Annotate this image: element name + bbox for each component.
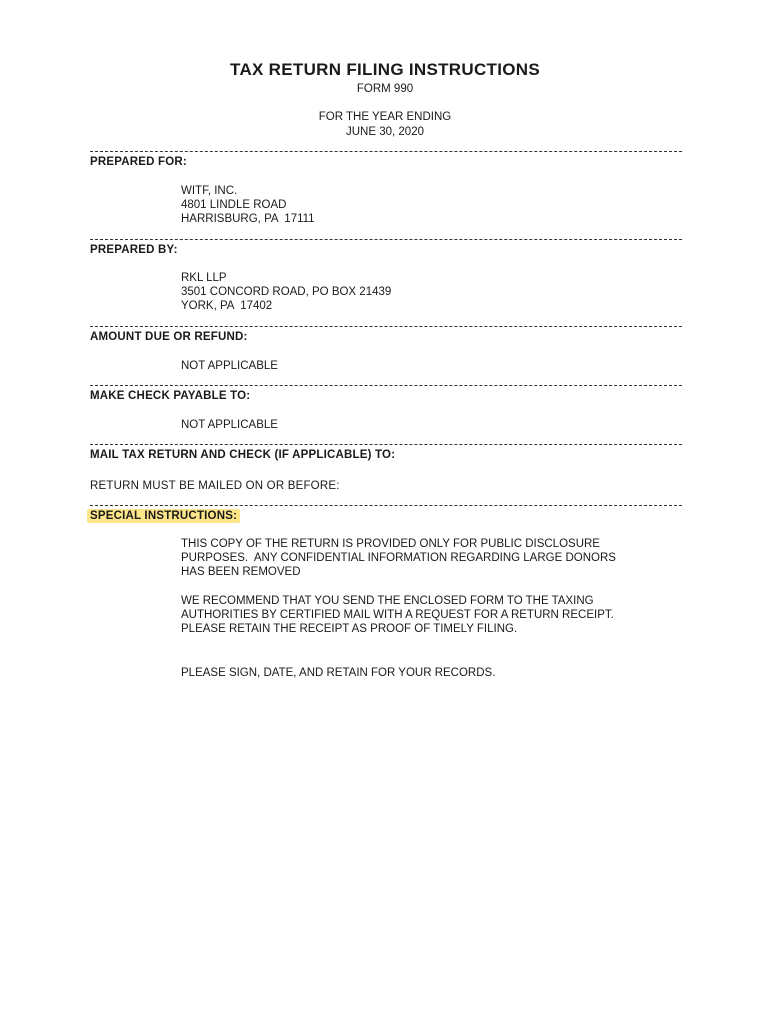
special-instructions-label xyxy=(90,510,240,522)
paragraph-line: WE RECOMMEND THAT YOU SEND THE ENCLOSED FORM TO THE TAXING xyxy=(181,595,594,607)
year-label: FOR THE YEAR ENDING xyxy=(318,111,452,123)
divider xyxy=(90,326,682,327)
divider xyxy=(90,444,682,445)
prepared-by-address xyxy=(181,271,391,313)
paragraph-line: HAS BEEN REMOVED xyxy=(181,566,301,578)
amount-due-label: AMOUNT DUE OR REFUND: xyxy=(90,331,248,343)
payable-to-label: MAKE CHECK PAYABLE TO: xyxy=(90,390,251,402)
prepared-for-line: 4801 LINDLE ROAD xyxy=(181,199,287,211)
prepared-by-line: YORK, PA 17402 xyxy=(181,300,273,312)
special-paragraph-1 xyxy=(181,537,616,579)
mail-to-label: MAIL TAX RETURN AND CHECK (IF APPLICABLE) TO: xyxy=(90,449,396,461)
prepared-by-line: 3501 CONCORD ROAD, PO BOX 21439 xyxy=(181,286,392,298)
payable-to-value: NOT APPLICABLE xyxy=(181,419,278,431)
prepared-for-line: HARRISBURG, PA 17111 xyxy=(181,213,315,225)
paragraph-line: PURPOSES. ANY CONFIDENTIAL INFORMATION REGARDING LARGE DONORS xyxy=(181,552,616,564)
special-paragraph-3: PLEASE SIGN, DATE, AND RETAIN FOR YOUR RECORDS. xyxy=(181,667,496,679)
divider xyxy=(90,239,682,240)
divider xyxy=(90,505,682,506)
special-paragraph-2 xyxy=(181,594,614,636)
prepared-for-address xyxy=(181,184,315,226)
prepared-for-line: WITF, INC. xyxy=(181,185,238,197)
paragraph-line: THIS COPY OF THE RETURN IS PROVIDED ONLY FOR PUBLIC DISCLOSURE xyxy=(181,538,600,550)
highlighted-label: SPECIAL INSTRUCTIONS: xyxy=(87,509,240,523)
amount-due-value: NOT APPLICABLE xyxy=(181,360,278,372)
paragraph-line: PLEASE RETAIN THE RECEIPT AS PROOF OF TIMELY FILING. xyxy=(181,623,518,635)
divider xyxy=(90,385,682,386)
prepared-for-label: PREPARED FOR: xyxy=(90,156,187,168)
divider xyxy=(90,151,682,152)
prepared-by-line: RKL LLP xyxy=(181,272,227,284)
year-date: JUNE 30, 2020 xyxy=(346,126,424,138)
prepared-by-label: PREPARED BY: xyxy=(90,244,178,256)
form-number: FORM 990 xyxy=(356,83,414,95)
document-title: TAX RETURN FILING INSTRUCTIONS xyxy=(230,60,540,79)
mail-by-label: RETURN MUST BE MAILED ON OR BEFORE: xyxy=(90,480,340,492)
paragraph-line: AUTHORITIES BY CERTIFIED MAIL WITH A REQUEST FOR A RETURN RECEIPT. xyxy=(181,609,614,621)
